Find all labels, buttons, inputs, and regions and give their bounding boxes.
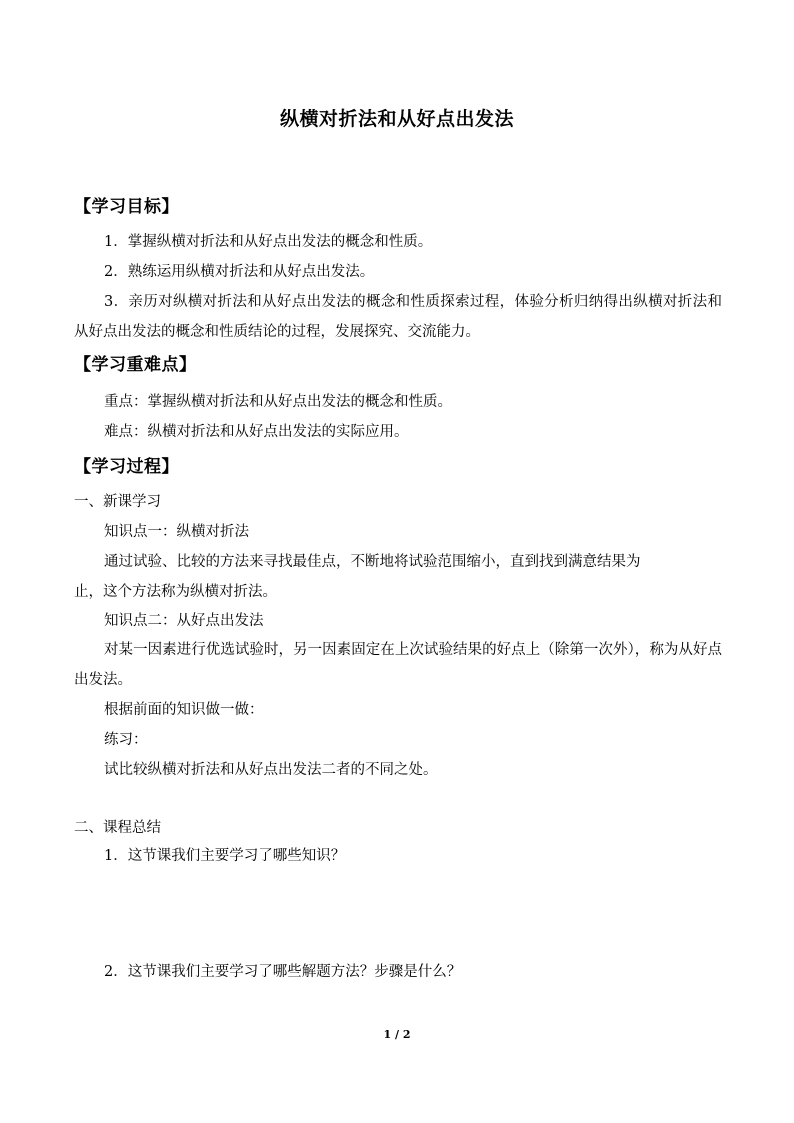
part1-title: 一、新课学习 [74, 494, 161, 510]
section-heading-key-points: 【学习重难点】 [74, 355, 197, 375]
section-heading-objectives: 【学习目标】 [74, 197, 179, 217]
objective-item-1: 1．掌握纵横对折法和从好点出发法的概念和性质。 [104, 234, 433, 250]
knowledge-point-1-text-line1: 通过试验、比较的方法来寻找最佳点，不断地将试验范围缩小，直到找到满意结果为 [104, 554, 641, 570]
objective-item-3: 3．亲历对纵横对折法和从好点出发法的概念和性质探索过程，体验分析归纳得出纵横对折法和从好点出发法的概念和性质结论的过程，发展探究、交流能力。 [74, 294, 722, 340]
part2-title: 二、课程总结 [74, 820, 161, 836]
difficult-point-text: 难点：纵横对折法和从好点出发法的实际应用。 [104, 424, 409, 440]
page-number: 1 / 2 [383, 1028, 411, 1041]
key-point-text: 重点：掌握纵横对折法和从好点出发法的概念和性质。 [104, 394, 452, 410]
knowledge-point-2-text: 对某一因素进行优选试验时，另一因素固定在上次试验结果的好点上（除第一次外），称为从好点出发法。 [74, 642, 722, 688]
practice-intro: 根据前面的知识做一做： [104, 702, 264, 718]
summary-question-1: 1．这节课我们主要学习了哪些知识？ [104, 848, 346, 864]
knowledge-point-2-title: 知识点二：从好点出发法 [104, 613, 264, 629]
knowledge-point-1-title: 知识点一：纵横对折法 [104, 524, 249, 540]
summary-question-2: 2．这节课我们主要学习了哪些解题方法？步骤是什么？ [104, 964, 462, 980]
knowledge-point-1-text-line2: 止，这个方法称为纵横对折法。 [74, 584, 277, 600]
practice-label: 练习： [104, 732, 148, 748]
section-heading-process: 【学习过程】 [74, 457, 179, 477]
objective-item-2: 2．熟练运用纵横对折法和从好点出发法。 [104, 264, 375, 280]
practice-question: 试比较纵横对折法和从好点出发法二者的不同之处。 [104, 762, 438, 778]
document-title: 纵横对折法和从好点出发法 [279, 108, 514, 130]
